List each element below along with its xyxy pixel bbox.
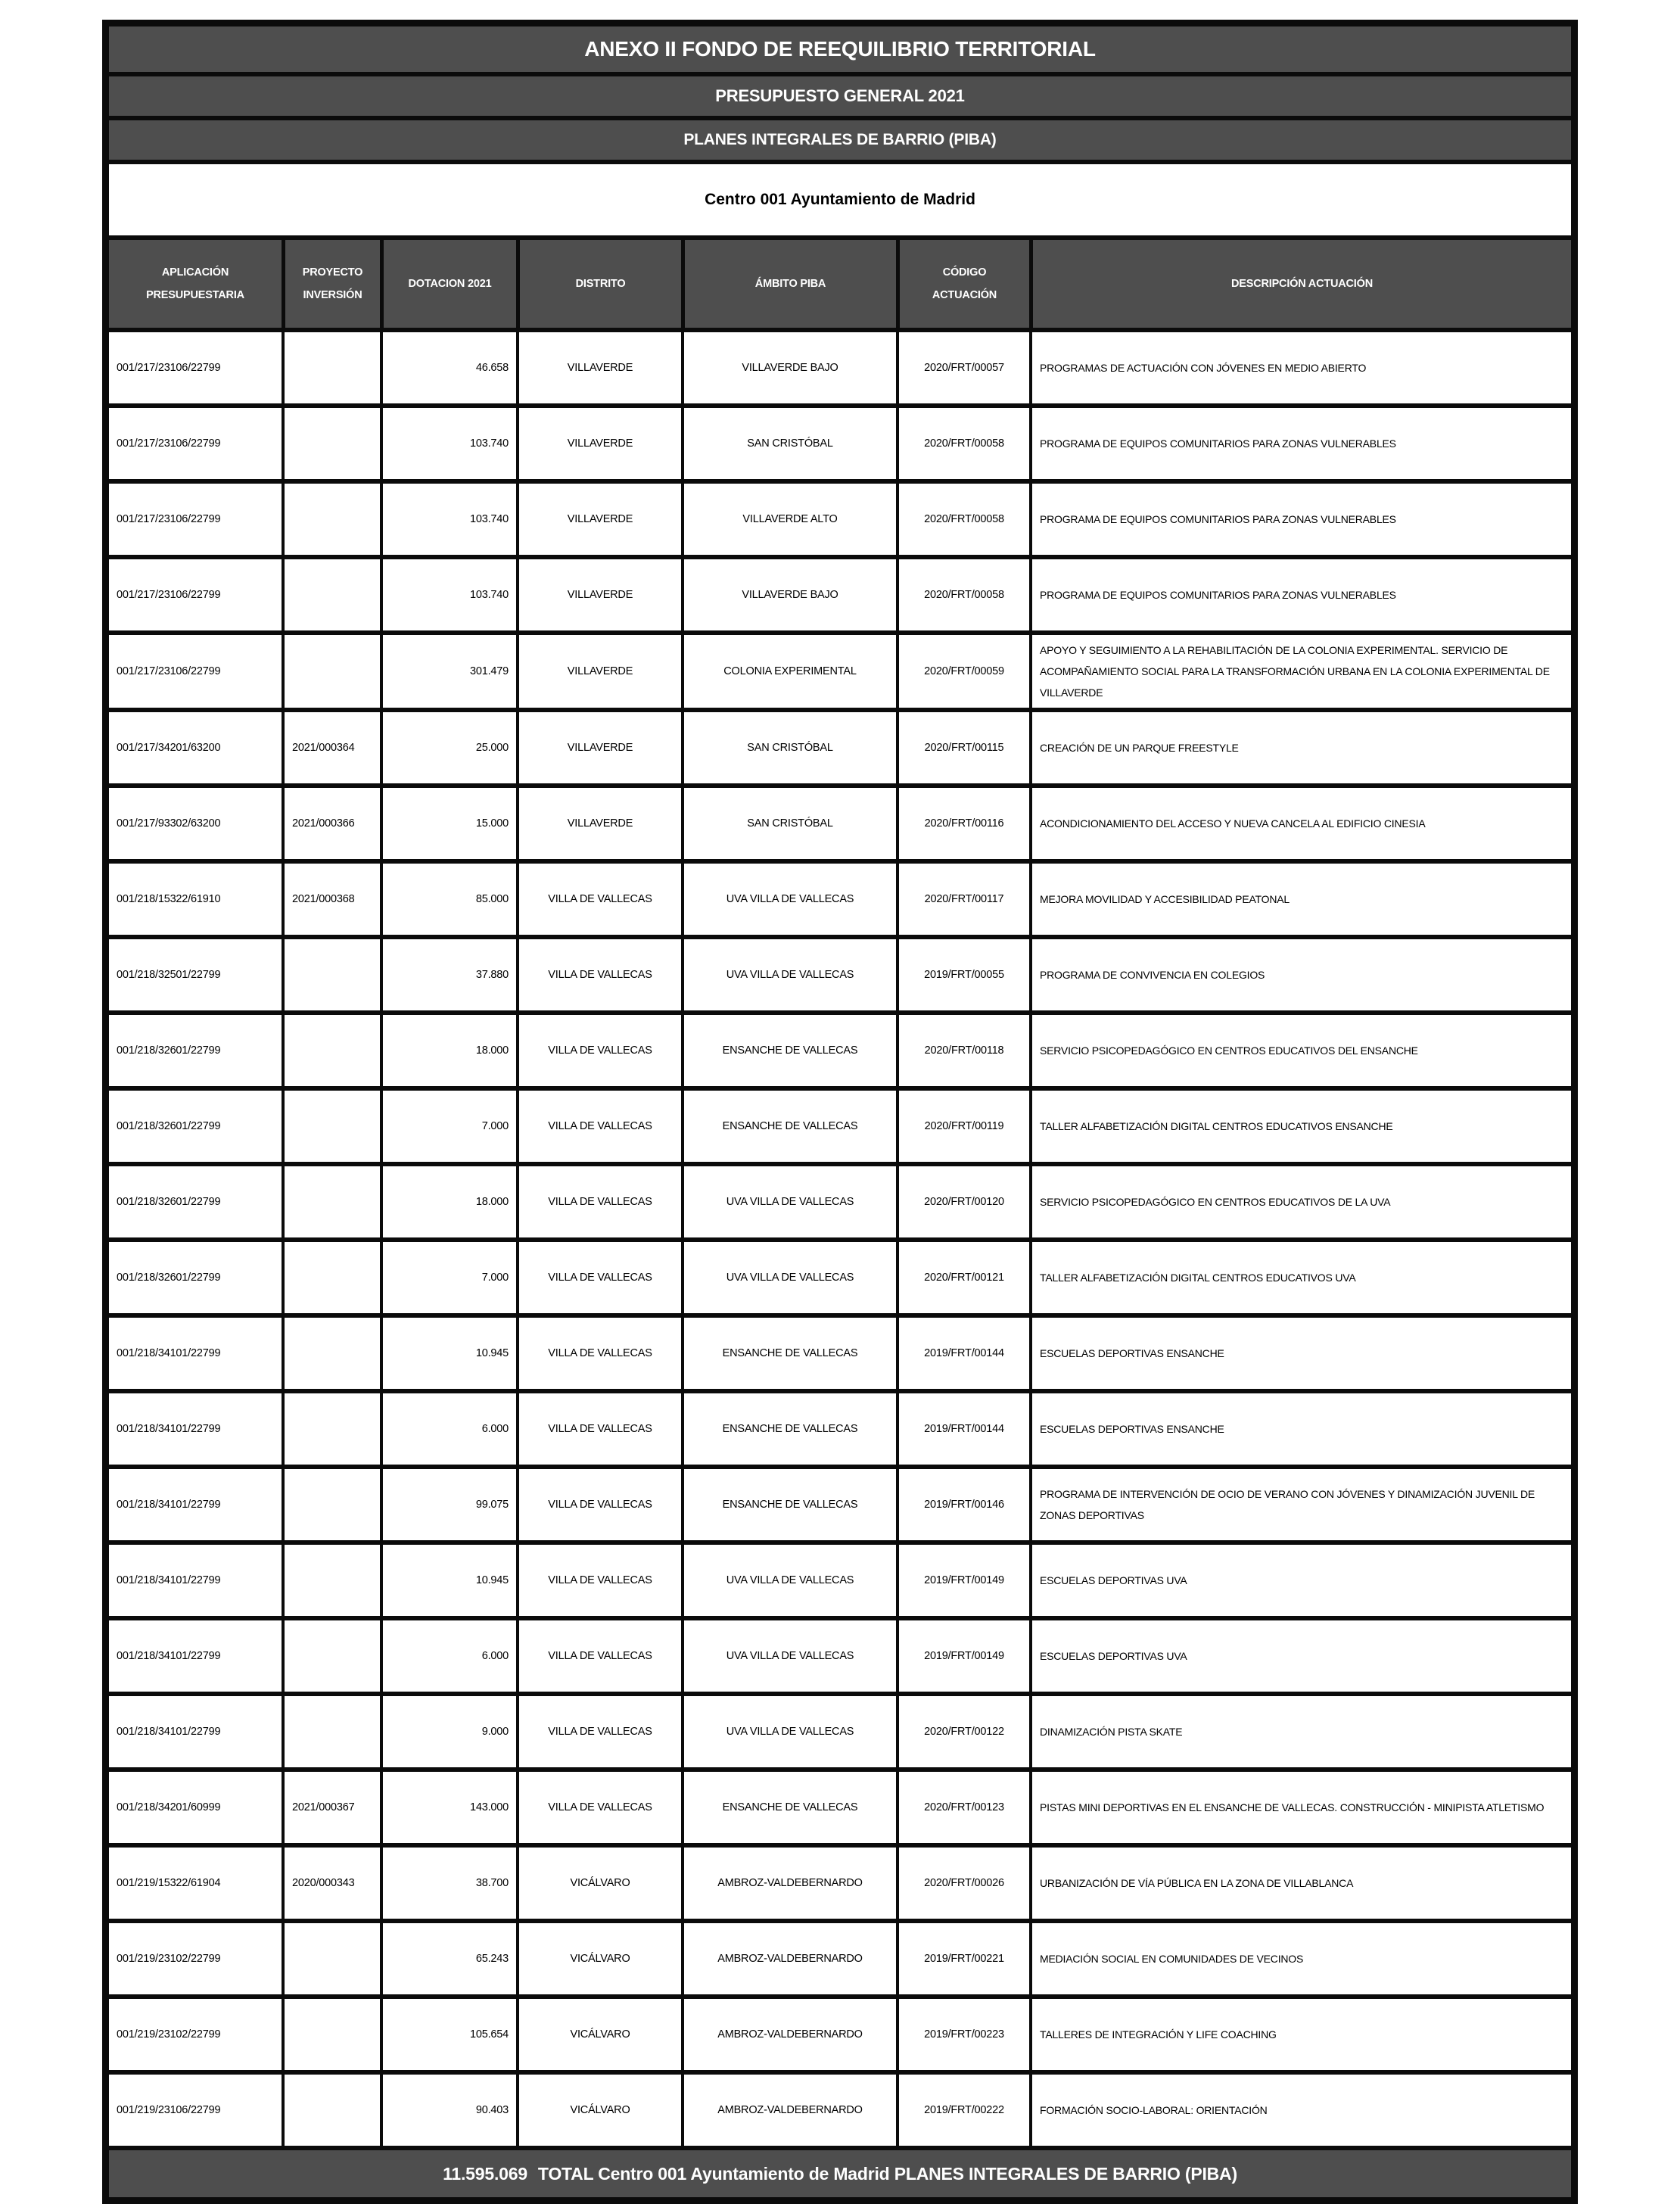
cell-ambito-piba: UVA VILLA DE VALLECAS [681, 1166, 896, 1237]
table-row [109, 1313, 1571, 1389]
cell-dotacion-2021: 85.000 [380, 864, 516, 935]
cell-proyecto-inversion [282, 1545, 380, 1616]
cell-distrito: VILLAVERDE [516, 635, 681, 708]
column-header-distrito: DISTRITO [516, 240, 681, 328]
cell-ambito-piba: SAN CRISTÓBAL [681, 712, 896, 783]
cell-dotacion-2021: 15.000 [380, 788, 516, 859]
cell-aplicacion-presupuestaria: 001/218/32601/22799 [117, 1195, 221, 1208]
cell-proyecto-inversion [282, 332, 380, 403]
cell-codigo-actuacion: 2019/FRT/00149 [896, 1545, 1029, 1616]
table-row [109, 1843, 1571, 1919]
cell-distrito: VICÁLVARO [516, 1848, 681, 1919]
cell-proyecto-inversion [282, 1393, 380, 1465]
cell-dotacion-2021: 46.658 [380, 332, 516, 403]
table-row [109, 1162, 1571, 1237]
column-header-aplicacion-presupuestaria: APLICACIÓN PRESUPUESTARIA [146, 266, 244, 301]
cell-descripcion-actuacion: PROGRAMA DE EQUIPOS COMUNITARIOS PARA ZONAS VULNERABLES [1029, 408, 1571, 479]
cell-descripcion-actuacion: ACONDICIONAMIENTO DEL ACCESO Y NUEVA CANCELA AL EDIFICIO CINESIA [1029, 788, 1571, 859]
cell-proyecto-inversion [282, 1318, 380, 1389]
cell-proyecto-inversion [282, 2075, 380, 2146]
table-row [109, 1465, 1571, 1540]
cell-proyecto-inversion: 2021/000364 [282, 712, 380, 783]
cell-codigo-actuacion: 2020/FRT/00117 [896, 864, 1029, 935]
cell-descripcion-actuacion: PROGRAMA DE EQUIPOS COMUNITARIOS PARA ZONAS VULNERABLES [1029, 484, 1571, 555]
cell-aplicacion-presupuestaria: 001/217/23106/22799 [117, 588, 221, 601]
table-row [109, 1389, 1571, 1465]
cell-ambito-piba: UVA VILLA DE VALLECAS [681, 939, 896, 1010]
table-row [109, 479, 1571, 555]
cell-dotacion-2021: 143.000 [380, 1772, 516, 1843]
cell-codigo-actuacion: 2019/FRT/00055 [896, 939, 1029, 1010]
cell-descripcion-actuacion: APOYO Y SEGUIMIENTO A LA REHABILITACIÓN DE LA COLONIA EXPERIMENTAL. SERVICIO DE ACOMPAÑAMIENTO SOCIAL PARA LA TRANSFORMACIÓN URBANA EN LA COLONIA EXPERIMENTAL DE VILLAVERDE [1029, 635, 1571, 708]
cell-descripcion-actuacion: ESCUELAS DEPORTIVAS UVA [1029, 1620, 1571, 1692]
cell-distrito: VILLA DE VALLECAS [516, 1318, 681, 1389]
cell-proyecto-inversion [282, 635, 380, 708]
cell-codigo-actuacion: 2020/FRT/00115 [896, 712, 1029, 783]
table-row [109, 555, 1571, 630]
cell-dotacion-2021: 25.000 [380, 712, 516, 783]
column-header-proyecto-inversion: PROYECTO INVERSIÓN [282, 240, 380, 328]
cell-distrito: VICÁLVARO [516, 2075, 681, 2146]
column-header-codigo-actuacion: CÓDIGO ACTUACIÓN [896, 240, 1029, 328]
table-row [109, 1767, 1571, 1843]
cell-codigo-actuacion: 2020/FRT/00121 [896, 1242, 1029, 1313]
cell-dotacion-2021: 10.945 [380, 1318, 516, 1389]
cell-proyecto-inversion [282, 559, 380, 630]
title-annex-text: ANEXO II FONDO DE REEQUILIBRIO TERRITORIAL [584, 37, 1096, 61]
cell-descripcion-actuacion: ESCUELAS DEPORTIVAS ENSANCHE [1029, 1393, 1571, 1465]
cell-distrito: VILLA DE VALLECAS [516, 1166, 681, 1237]
cell-aplicacion-presupuestaria: 001/219/15322/61904 [117, 1876, 221, 1889]
cell-distrito: VILLA DE VALLECAS [516, 1620, 681, 1692]
cell-proyecto-inversion [282, 1923, 380, 1994]
cell-aplicacion-presupuestaria: 001/219/23102/22799 [117, 1952, 221, 1965]
cell-aplicacion-presupuestaria: 001/218/34101/22799 [117, 1346, 221, 1359]
column-header-ambito-piba: ÁMBITO PIBA [681, 240, 896, 328]
cell-distrito: VICÁLVARO [516, 1999, 681, 2070]
cell-dotacion-2021: 9.000 [380, 1696, 516, 1767]
cell-aplicacion-presupuestaria: 001/218/32501/22799 [117, 968, 221, 981]
cell-ambito-piba: UVA VILLA DE VALLECAS [681, 1242, 896, 1313]
title-piba-text: PLANES INTEGRALES DE BARRIO (PIBA) [683, 131, 997, 148]
cell-distrito: VILLA DE VALLECAS [516, 1242, 681, 1313]
cell-aplicacion-presupuestaria: 001/217/23106/22799 [117, 361, 221, 374]
cell-distrito: VILLA DE VALLECAS [516, 1015, 681, 1086]
cell-ambito-piba: VILLAVERDE BAJO [681, 559, 896, 630]
cell-proyecto-inversion [282, 1620, 380, 1692]
column-header-dotacion-2021: DOTACION 2021 [380, 240, 516, 328]
cell-codigo-actuacion: 2020/FRT/00122 [896, 1696, 1029, 1767]
document-page [102, 20, 1578, 2204]
cell-aplicacion-presupuestaria: 001/218/32601/22799 [117, 1119, 221, 1132]
cell-dotacion-2021: 103.740 [380, 408, 516, 479]
cell-dotacion-2021: 65.243 [380, 1923, 516, 1994]
cell-dotacion-2021: 18.000 [380, 1166, 516, 1237]
cell-descripcion-actuacion: ESCUELAS DEPORTIVAS ENSANCHE [1029, 1318, 1571, 1389]
cell-dotacion-2021: 103.740 [380, 559, 516, 630]
cell-distrito: VILLAVERDE [516, 332, 681, 403]
cell-dotacion-2021: 99.075 [380, 1469, 516, 1540]
cell-descripcion-actuacion: SERVICIO PSICOPEDAGÓGICO EN CENTROS EDUCATIVOS DEL ENSANCHE [1029, 1015, 1571, 1086]
cell-proyecto-inversion [282, 1015, 380, 1086]
cell-descripcion-actuacion: TALLER ALFABETIZACIÓN DIGITAL CENTROS EDUCATIVOS ENSANCHE [1029, 1091, 1571, 1162]
cell-dotacion-2021: 10.945 [380, 1545, 516, 1616]
table-row [109, 1994, 1571, 2070]
cell-distrito: VILLA DE VALLECAS [516, 1696, 681, 1767]
cell-distrito: VILLAVERDE [516, 408, 681, 479]
cell-aplicacion-presupuestaria: 001/218/34101/22799 [117, 1422, 221, 1435]
table-row [109, 1616, 1571, 1692]
cell-aplicacion-presupuestaria: 001/217/23106/22799 [117, 665, 221, 677]
title-budget-text: PRESUPUESTO GENERAL 2021 [715, 86, 965, 105]
cell-ambito-piba: ENSANCHE DE VALLECAS [681, 1015, 896, 1086]
cell-codigo-actuacion: 2020/FRT/00058 [896, 559, 1029, 630]
table-row [109, 783, 1571, 859]
cell-codigo-actuacion: 2020/FRT/00059 [896, 635, 1029, 708]
cell-proyecto-inversion [282, 1999, 380, 2070]
cell-dotacion-2021: 105.654 [380, 1999, 516, 2070]
cell-proyecto-inversion [282, 1166, 380, 1237]
table-row [109, 328, 1571, 403]
cell-ambito-piba: ENSANCHE DE VALLECAS [681, 1091, 896, 1162]
total-label: TOTAL Centro 001 Ayuntamiento de Madrid PLANES INTEGRALES DE BARRIO (PIBA) [537, 2163, 1237, 2184]
cell-proyecto-inversion: 2021/000368 [282, 864, 380, 935]
cell-aplicacion-presupuestaria: 001/218/32601/22799 [117, 1044, 221, 1057]
cell-descripcion-actuacion: MEDIACIÓN SOCIAL EN COMUNIDADES DE VECINOS [1029, 1923, 1571, 1994]
cell-dotacion-2021: 7.000 [380, 1242, 516, 1313]
cell-proyecto-inversion: 2021/000366 [282, 788, 380, 859]
cell-ambito-piba: AMBROZ-VALDEBERNARDO [681, 1999, 896, 2070]
cell-descripcion-actuacion: ESCUELAS DEPORTIVAS UVA [1029, 1545, 1571, 1616]
title-band-piba [109, 120, 1571, 164]
cell-aplicacion-presupuestaria: 001/218/32601/22799 [117, 1271, 221, 1284]
cell-descripcion-actuacion: SERVICIO PSICOPEDAGÓGICO EN CENTROS EDUCATIVOS DE LA UVA [1029, 1166, 1571, 1237]
table-row [109, 859, 1571, 935]
cell-dotacion-2021: 6.000 [380, 1393, 516, 1465]
cell-dotacion-2021: 90.403 [380, 2075, 516, 2146]
cell-codigo-actuacion: 2020/FRT/00057 [896, 332, 1029, 403]
cell-aplicacion-presupuestaria: 001/218/15322/61910 [117, 892, 221, 905]
cell-codigo-actuacion: 2019/FRT/00144 [896, 1318, 1029, 1389]
cell-ambito-piba: UVA VILLA DE VALLECAS [681, 1696, 896, 1767]
table-row [109, 1692, 1571, 1767]
table-row [109, 403, 1571, 479]
cell-ambito-piba: AMBROZ-VALDEBERNARDO [681, 2075, 896, 2146]
cell-codigo-actuacion: 2019/FRT/00146 [896, 1469, 1029, 1540]
cell-codigo-actuacion: 2020/FRT/00116 [896, 788, 1029, 859]
table-row [109, 1540, 1571, 1616]
cell-descripcion-actuacion: PROGRAMAS DE ACTUACIÓN CON JÓVENES EN MEDIO ABIERTO [1029, 332, 1571, 403]
cell-proyecto-inversion [282, 1091, 380, 1162]
cell-proyecto-inversion: 2020/000343 [282, 1848, 380, 1919]
cell-distrito: VILLA DE VALLECAS [516, 939, 681, 1010]
cell-descripcion-actuacion: CREACIÓN DE UN PARQUE FREESTYLE [1029, 712, 1571, 783]
cell-proyecto-inversion [282, 1242, 380, 1313]
cell-codigo-actuacion: 2019/FRT/00221 [896, 1923, 1029, 1994]
cell-dotacion-2021: 7.000 [380, 1091, 516, 1162]
cell-descripcion-actuacion: PROGRAMA DE EQUIPOS COMUNITARIOS PARA ZONAS VULNERABLES [1029, 559, 1571, 630]
cell-aplicacion-presupuestaria: 001/218/34101/22799 [117, 1498, 221, 1511]
total-value: 11.595.069 [443, 2163, 527, 2184]
cell-ambito-piba: VILLAVERDE ALTO [681, 484, 896, 555]
cell-codigo-actuacion: 2019/FRT/00149 [896, 1620, 1029, 1692]
table-row [109, 1237, 1571, 1313]
title-band-budget [109, 76, 1571, 120]
cell-codigo-actuacion: 2020/FRT/00058 [896, 484, 1029, 555]
cell-codigo-actuacion: 2020/FRT/00119 [896, 1091, 1029, 1162]
cell-ambito-piba: UVA VILLA DE VALLECAS [681, 1545, 896, 1616]
cell-aplicacion-presupuestaria: 001/218/34201/60999 [117, 1801, 221, 1813]
cell-distrito: VILLA DE VALLECAS [516, 1545, 681, 1616]
cell-ambito-piba: AMBROZ-VALDEBERNARDO [681, 1848, 896, 1919]
cell-descripcion-actuacion: MEJORA MOVILIDAD Y ACCESIBILIDAD PEATONAL [1029, 864, 1571, 935]
cell-aplicacion-presupuestaria: 001/219/23102/22799 [117, 2028, 221, 2041]
cell-codigo-actuacion: 2020/FRT/00058 [896, 408, 1029, 479]
cell-codigo-actuacion: 2019/FRT/00223 [896, 1999, 1029, 2070]
cell-proyecto-inversion [282, 1696, 380, 1767]
cell-codigo-actuacion: 2020/FRT/00026 [896, 1848, 1029, 1919]
cell-aplicacion-presupuestaria: 001/218/34101/22799 [117, 1649, 221, 1662]
cell-descripcion-actuacion: TALLERES DE INTEGRACIÓN Y LIFE COACHING [1029, 1999, 1571, 2070]
table-row [109, 708, 1571, 783]
cell-distrito: VILLAVERDE [516, 712, 681, 783]
cell-ambito-piba: COLONIA EXPERIMENTAL [681, 635, 896, 708]
cell-proyecto-inversion [282, 408, 380, 479]
table-body [109, 328, 1571, 2146]
cell-distrito: VILLAVERDE [516, 559, 681, 630]
table-row [109, 1919, 1571, 1994]
center-heading [109, 164, 1571, 240]
table-header-row [109, 240, 1571, 328]
table-row [109, 1010, 1571, 1086]
table-row [109, 2070, 1571, 2146]
cell-descripcion-actuacion: PROGRAMA DE INTERVENCIÓN DE OCIO DE VERANO CON JÓVENES Y DINAMIZACIÓN JUVENIL DE ZONAS DEPORTIVAS [1029, 1469, 1571, 1540]
cell-codigo-actuacion: 2020/FRT/00123 [896, 1772, 1029, 1843]
total-row [109, 2146, 1571, 2197]
cell-codigo-actuacion: 2020/FRT/00120 [896, 1166, 1029, 1237]
table-row [109, 630, 1571, 708]
cell-ambito-piba: UVA VILLA DE VALLECAS [681, 864, 896, 935]
cell-aplicacion-presupuestaria: 001/217/34201/63200 [117, 741, 221, 754]
cell-codigo-actuacion: 2019/FRT/00144 [896, 1393, 1029, 1465]
cell-descripcion-actuacion: TALLER ALFABETIZACIÓN DIGITAL CENTROS EDUCATIVOS UVA [1029, 1242, 1571, 1313]
cell-aplicacion-presupuestaria: 001/217/93302/63200 [117, 817, 221, 830]
cell-proyecto-inversion [282, 939, 380, 1010]
cell-proyecto-inversion [282, 484, 380, 555]
cell-dotacion-2021: 301.479 [380, 635, 516, 708]
cell-ambito-piba: SAN CRISTÓBAL [681, 788, 896, 859]
cell-proyecto-inversion: 2021/000367 [282, 1772, 380, 1843]
cell-aplicacion-presupuestaria: 001/217/23106/22799 [117, 437, 221, 450]
cell-descripcion-actuacion: FORMACIÓN SOCIO-LABORAL: ORIENTACIÓN [1029, 2075, 1571, 2146]
cell-codigo-actuacion: 2020/FRT/00118 [896, 1015, 1029, 1086]
cell-dotacion-2021: 37.880 [380, 939, 516, 1010]
cell-aplicacion-presupuestaria: 001/219/23106/22799 [117, 2103, 221, 2116]
cell-dotacion-2021: 6.000 [380, 1620, 516, 1692]
cell-ambito-piba: ENSANCHE DE VALLECAS [681, 1772, 896, 1843]
cell-ambito-piba: AMBROZ-VALDEBERNARDO [681, 1923, 896, 1994]
center-heading-text: Centro 001 Ayuntamiento de Madrid [705, 191, 975, 208]
cell-codigo-actuacion: 2019/FRT/00222 [896, 2075, 1029, 2146]
cell-ambito-piba: UVA VILLA DE VALLECAS [681, 1620, 896, 1692]
cell-aplicacion-presupuestaria: 001/218/34101/22799 [117, 1574, 221, 1586]
cell-distrito: VILLA DE VALLECAS [516, 1393, 681, 1465]
table-row [109, 1086, 1571, 1162]
cell-distrito: VILLA DE VALLECAS [516, 1469, 681, 1540]
cell-dotacion-2021: 38.700 [380, 1848, 516, 1919]
cell-ambito-piba: ENSANCHE DE VALLECAS [681, 1318, 896, 1389]
cell-distrito: VILLA DE VALLECAS [516, 1091, 681, 1162]
column-header-descripcion-actuacion: DESCRIPCIÓN ACTUACIÓN [1029, 240, 1571, 328]
cell-distrito: VILLA DE VALLECAS [516, 864, 681, 935]
cell-distrito: VILLA DE VALLECAS [516, 1772, 681, 1843]
cell-ambito-piba: ENSANCHE DE VALLECAS [681, 1469, 896, 1540]
cell-proyecto-inversion [282, 1469, 380, 1540]
cell-descripcion-actuacion: PISTAS MINI DEPORTIVAS EN EL ENSANCHE DE VALLECAS. CONSTRUCCIÓN - MINIPISTA ATLETISMO [1029, 1772, 1571, 1843]
cell-aplicacion-presupuestaria: 001/218/34101/22799 [117, 1725, 221, 1738]
cell-ambito-piba: SAN CRISTÓBAL [681, 408, 896, 479]
cell-descripcion-actuacion: PROGRAMA DE CONVIVENCIA EN COLEGIOS [1029, 939, 1571, 1010]
cell-descripcion-actuacion: DINAMIZACIÓN PISTA SKATE [1029, 1696, 1571, 1767]
cell-ambito-piba: VILLAVERDE BAJO [681, 332, 896, 403]
cell-distrito: VILLAVERDE [516, 788, 681, 859]
cell-ambito-piba: ENSANCHE DE VALLECAS [681, 1393, 896, 1465]
title-band-annex [109, 26, 1571, 76]
cell-dotacion-2021: 103.740 [380, 484, 516, 555]
cell-descripcion-actuacion: URBANIZACIÓN DE VÍA PÚBLICA EN LA ZONA DE VILLABLANCA [1029, 1848, 1571, 1919]
table-row [109, 935, 1571, 1010]
cell-distrito: VICÁLVARO [516, 1923, 681, 1994]
cell-distrito: VILLAVERDE [516, 484, 681, 555]
cell-dotacion-2021: 18.000 [380, 1015, 516, 1086]
cell-aplicacion-presupuestaria: 001/217/23106/22799 [117, 512, 221, 525]
